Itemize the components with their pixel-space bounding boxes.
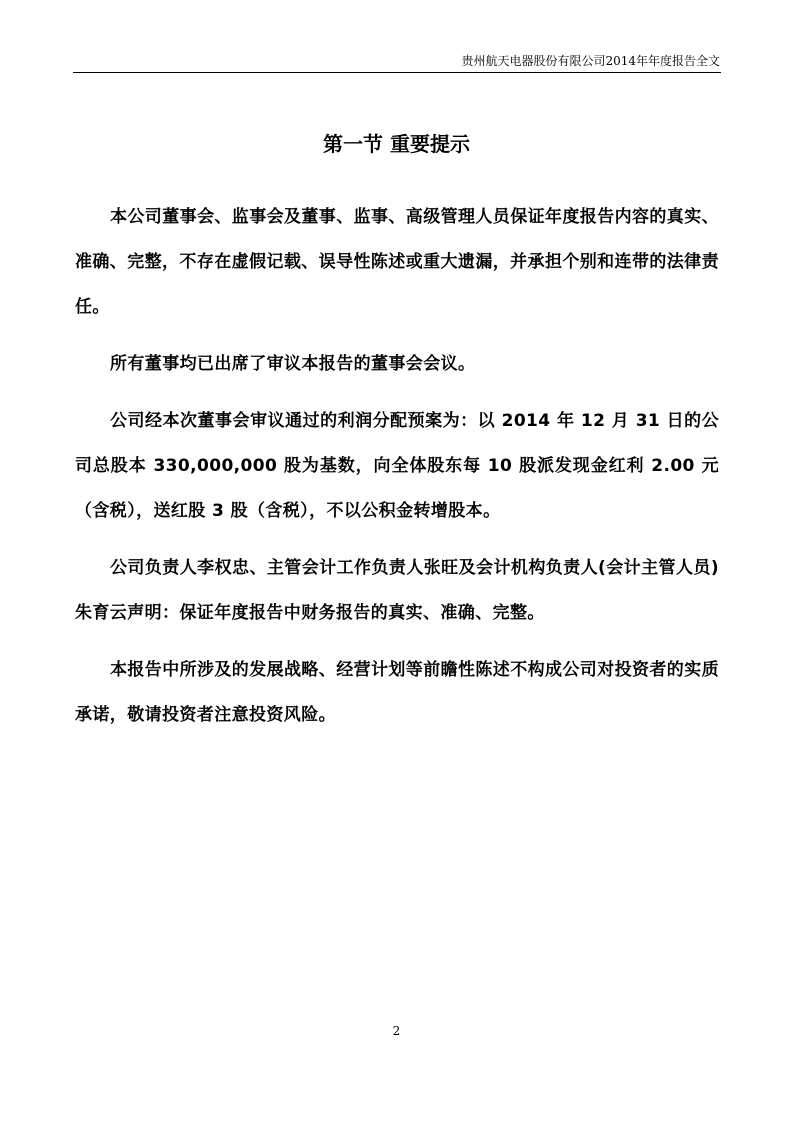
paragraph-risk-disclaimer: 本报告中所涉及的发展战略、经营计划等前瞻性陈述不构成公司对投资者的实质承诺，敬请投资者注意投资风险。 bbox=[75, 660, 719, 725]
body-text bbox=[75, 195, 719, 750]
page-number: 2 bbox=[392, 1024, 401, 1038]
header-divider bbox=[73, 72, 721, 73]
running-header: 贵州航天电器股份有限公司2014年年度报告全文 bbox=[461, 54, 720, 68]
paragraph-board-responsibility: 本公司董事会、监事会及董事、监事、高级管理人员保证年度报告内容的真实、准确、完整，不存在虚假记载、误导性陈述或重大遗漏，并承担个别和连带的法律责任。 bbox=[75, 207, 719, 317]
paragraph-financial-statement: 公司负责人李权忠、主管会计工作负责人张旺及会计机构负责人(会计主管人员)朱育云声明：保证年度报告中财务报告的真实、准确、完整。 bbox=[75, 558, 719, 623]
paragraph-profit-distribution: 公司经本次董事会审议通过的利润分配预案为：以 2014 年 12 月 31 日的公司总股本 330,000,000 股为基数，向全体股东每 10 股派发现金红利 2.00 元（含税），送红股 3 股（含税），不以公积金转增股本。 bbox=[75, 411, 719, 521]
section-title: 第一节 重要提示 bbox=[323, 132, 470, 156]
paragraph-directors-attendance: 所有董事均已出席了审议本报告的董事会会议。 bbox=[110, 354, 476, 374]
